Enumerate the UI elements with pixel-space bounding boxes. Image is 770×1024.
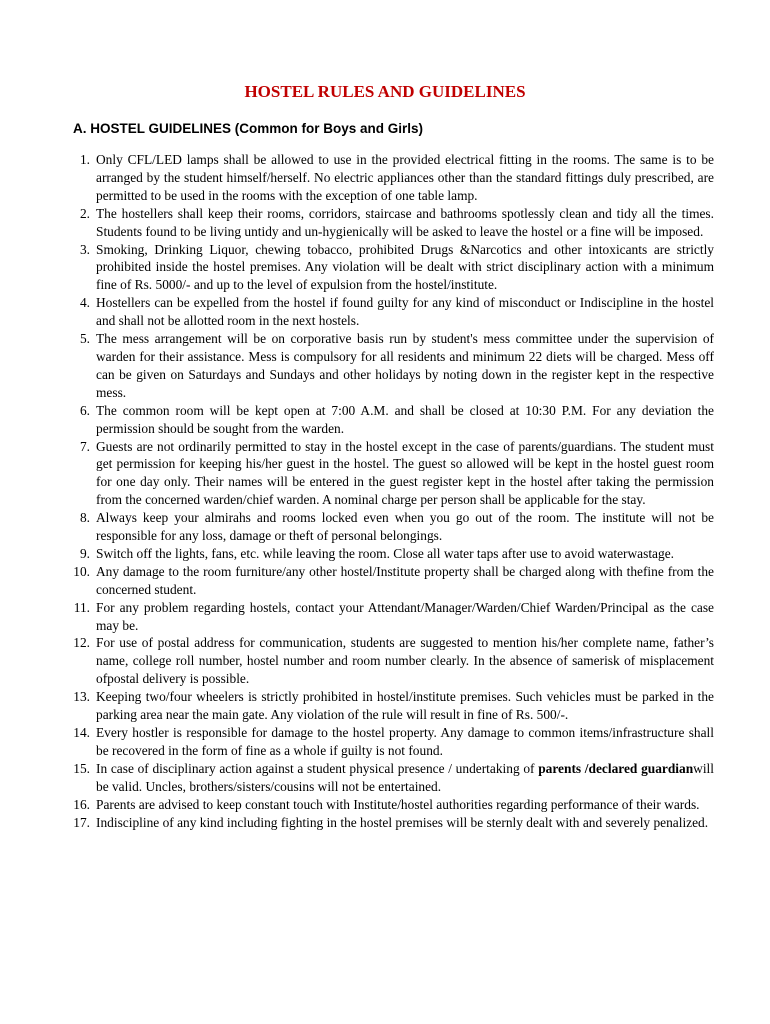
list-item [64, 760, 714, 796]
section-heading: A. HOSTEL GUIDELINES (Common for Boys and Girls) [73, 121, 424, 136]
rule-number: 7. [79, 438, 90, 454]
page-title: HOSTEL RULES AND GUIDELINES [244, 82, 526, 101]
list-item [64, 205, 714, 241]
rule-number: 15. [73, 760, 90, 776]
rule-text: Parents are advised to keep constant touch with Institute/hostel authorities regarding performance of their wards. [96, 796, 700, 812]
list-item [64, 241, 714, 295]
rule-text: Any damage to the room furniture/any other hostel/Institute property shall be charged along with thefine from the concerned student. [96, 563, 714, 597]
rule-number: 12. [73, 635, 90, 651]
rule-text: For use of postal address for communication, students are suggested to mention his/her complete name, father’s name, college roll number, hostel number and room number clearly. In the absence of samerisk of misplacement ofpostal delivery is possible. [96, 635, 714, 687]
list-item [64, 151, 714, 205]
rule-number: 1. [79, 152, 90, 167]
list-item [64, 634, 714, 688]
list-item [64, 599, 714, 635]
list-item [64, 724, 714, 760]
list-item [64, 814, 714, 832]
list-item [64, 330, 714, 402]
rule-number: 9. [79, 545, 90, 561]
rule-text: Keeping two/four wheelers is strictly prohibited in hostel/institute premises. Such vehicles must be parked in the parking area near the main gate. Any violation of the rule will result in fine of Rs. 500/-. [96, 689, 714, 723]
list-item [64, 545, 714, 563]
rule-number: 13. [73, 689, 90, 705]
rule-text-before: In case of disciplinary action against a student physical presence / undertaking of [96, 760, 539, 776]
rule-number: 16. [73, 796, 90, 812]
rule-text: Indiscipline of any kind including fighting in the hostel premises will be sternly dealt with and severely penalized. [96, 814, 709, 830]
rule-text: Guests are not ordinarily permitted to stay in the hostel except in the case of parents/guardians. The student must get permission for keeping his/her guest in the hostel. The guest so allowed will be kept in the hostel guest room for one day only. Their names will be entered in the guest register kept in the hostel after taking the permission from the concerned warden/chief warden. A nominal charge per person shall be applicable for the stay. [96, 438, 714, 508]
rule-number: 17. [73, 814, 90, 830]
rule-text: Hostellers can be expelled from the hostel if found guilty for any kind of misconduct or Indiscipline in the hostel and shall not be allotted room in the next hostels. [96, 295, 714, 329]
rule-number: 3. [79, 241, 90, 257]
rule-number: 14. [73, 725, 90, 740]
rule-number: 11. [73, 599, 90, 615]
rule-text [96, 760, 714, 796]
list-item [64, 688, 714, 724]
rule-number: 6. [79, 402, 90, 418]
rule-number: 2. [79, 205, 90, 221]
rule-text: Every hostler is responsible for damage to the hostel property. Any damage to common items/infrastructure shall be recovered in the form of fine as a whole if guilty is not found. [96, 725, 714, 758]
rule-number: 10. [73, 563, 90, 579]
rule-number: 8. [79, 510, 90, 526]
list-item [64, 796, 714, 814]
list-item [64, 438, 714, 510]
list-item [64, 509, 714, 545]
rule-text: The common room will be kept open at 7:00 A.M. and shall be closed at 10:30 P.M. For any deviation the permission should be sought from the warden. [96, 402, 714, 436]
rule-text: The hostellers shall keep their rooms, corridors, staircase and bathrooms spotlessly clean and tidy all the times. Students found to be living untidy and un-hygienically will be asked to leave the hostel or a fine will be imposed. [96, 205, 714, 239]
rule-text: Switch off the lights, fans, etc. while leaving the room. Close all water taps after use to avoid waterwastage. [96, 545, 674, 561]
rule-text: The mess arrangement will be on corporative basis run by student's mess committee under the supervision of warden for their assistance. Mess is compulsory for all residents and minimum 22 diets will be charged. Mess off can be given on Saturdays and Sundays and other holidays by noting down in the register kept in the respective mess. [96, 331, 714, 400]
rule-text-after: will be valid. Uncles, brothers/sisters/cousins will not be entertained. [96, 760, 714, 794]
list-item [64, 563, 714, 599]
rules-list [64, 151, 714, 831]
rule-number: 5. [79, 331, 90, 347]
rule-text: Only CFL/LED lamps shall be allowed to use in the provided electrical fitting in the rooms. The same is to be arranged by the student himself/herself. No electric appliances other than the standard fittings duly prescribed, are permitted to be used in the rooms with the exception of one table lamp. [96, 152, 714, 203]
rule-text: For any problem regarding hostels, contact your Attendant/Manager/Warden/Chief Warden/Principal as the case may be. [96, 599, 714, 633]
rule-text-bold: parents /declared guardian [538, 760, 694, 776]
list-item [64, 402, 714, 438]
rule-text: Smoking, Drinking Liquor, chewing tobacco, prohibited Drugs &Narcotics and other intoxicants are strictly prohibited inside the hostel premises. Any violation will be dealt with strict disciplinary action with a minimum fine of Rs. 5000/- and up to the level of expulsion from the hostel/institute. [96, 241, 714, 293]
rule-text: Always keep your almirahs and rooms locked even when you go out of the room. The institute will not be responsible for any loss, damage or theft of personal belongings. [96, 510, 714, 544]
rule-number: 4. [79, 295, 90, 311]
list-item [64, 294, 714, 330]
